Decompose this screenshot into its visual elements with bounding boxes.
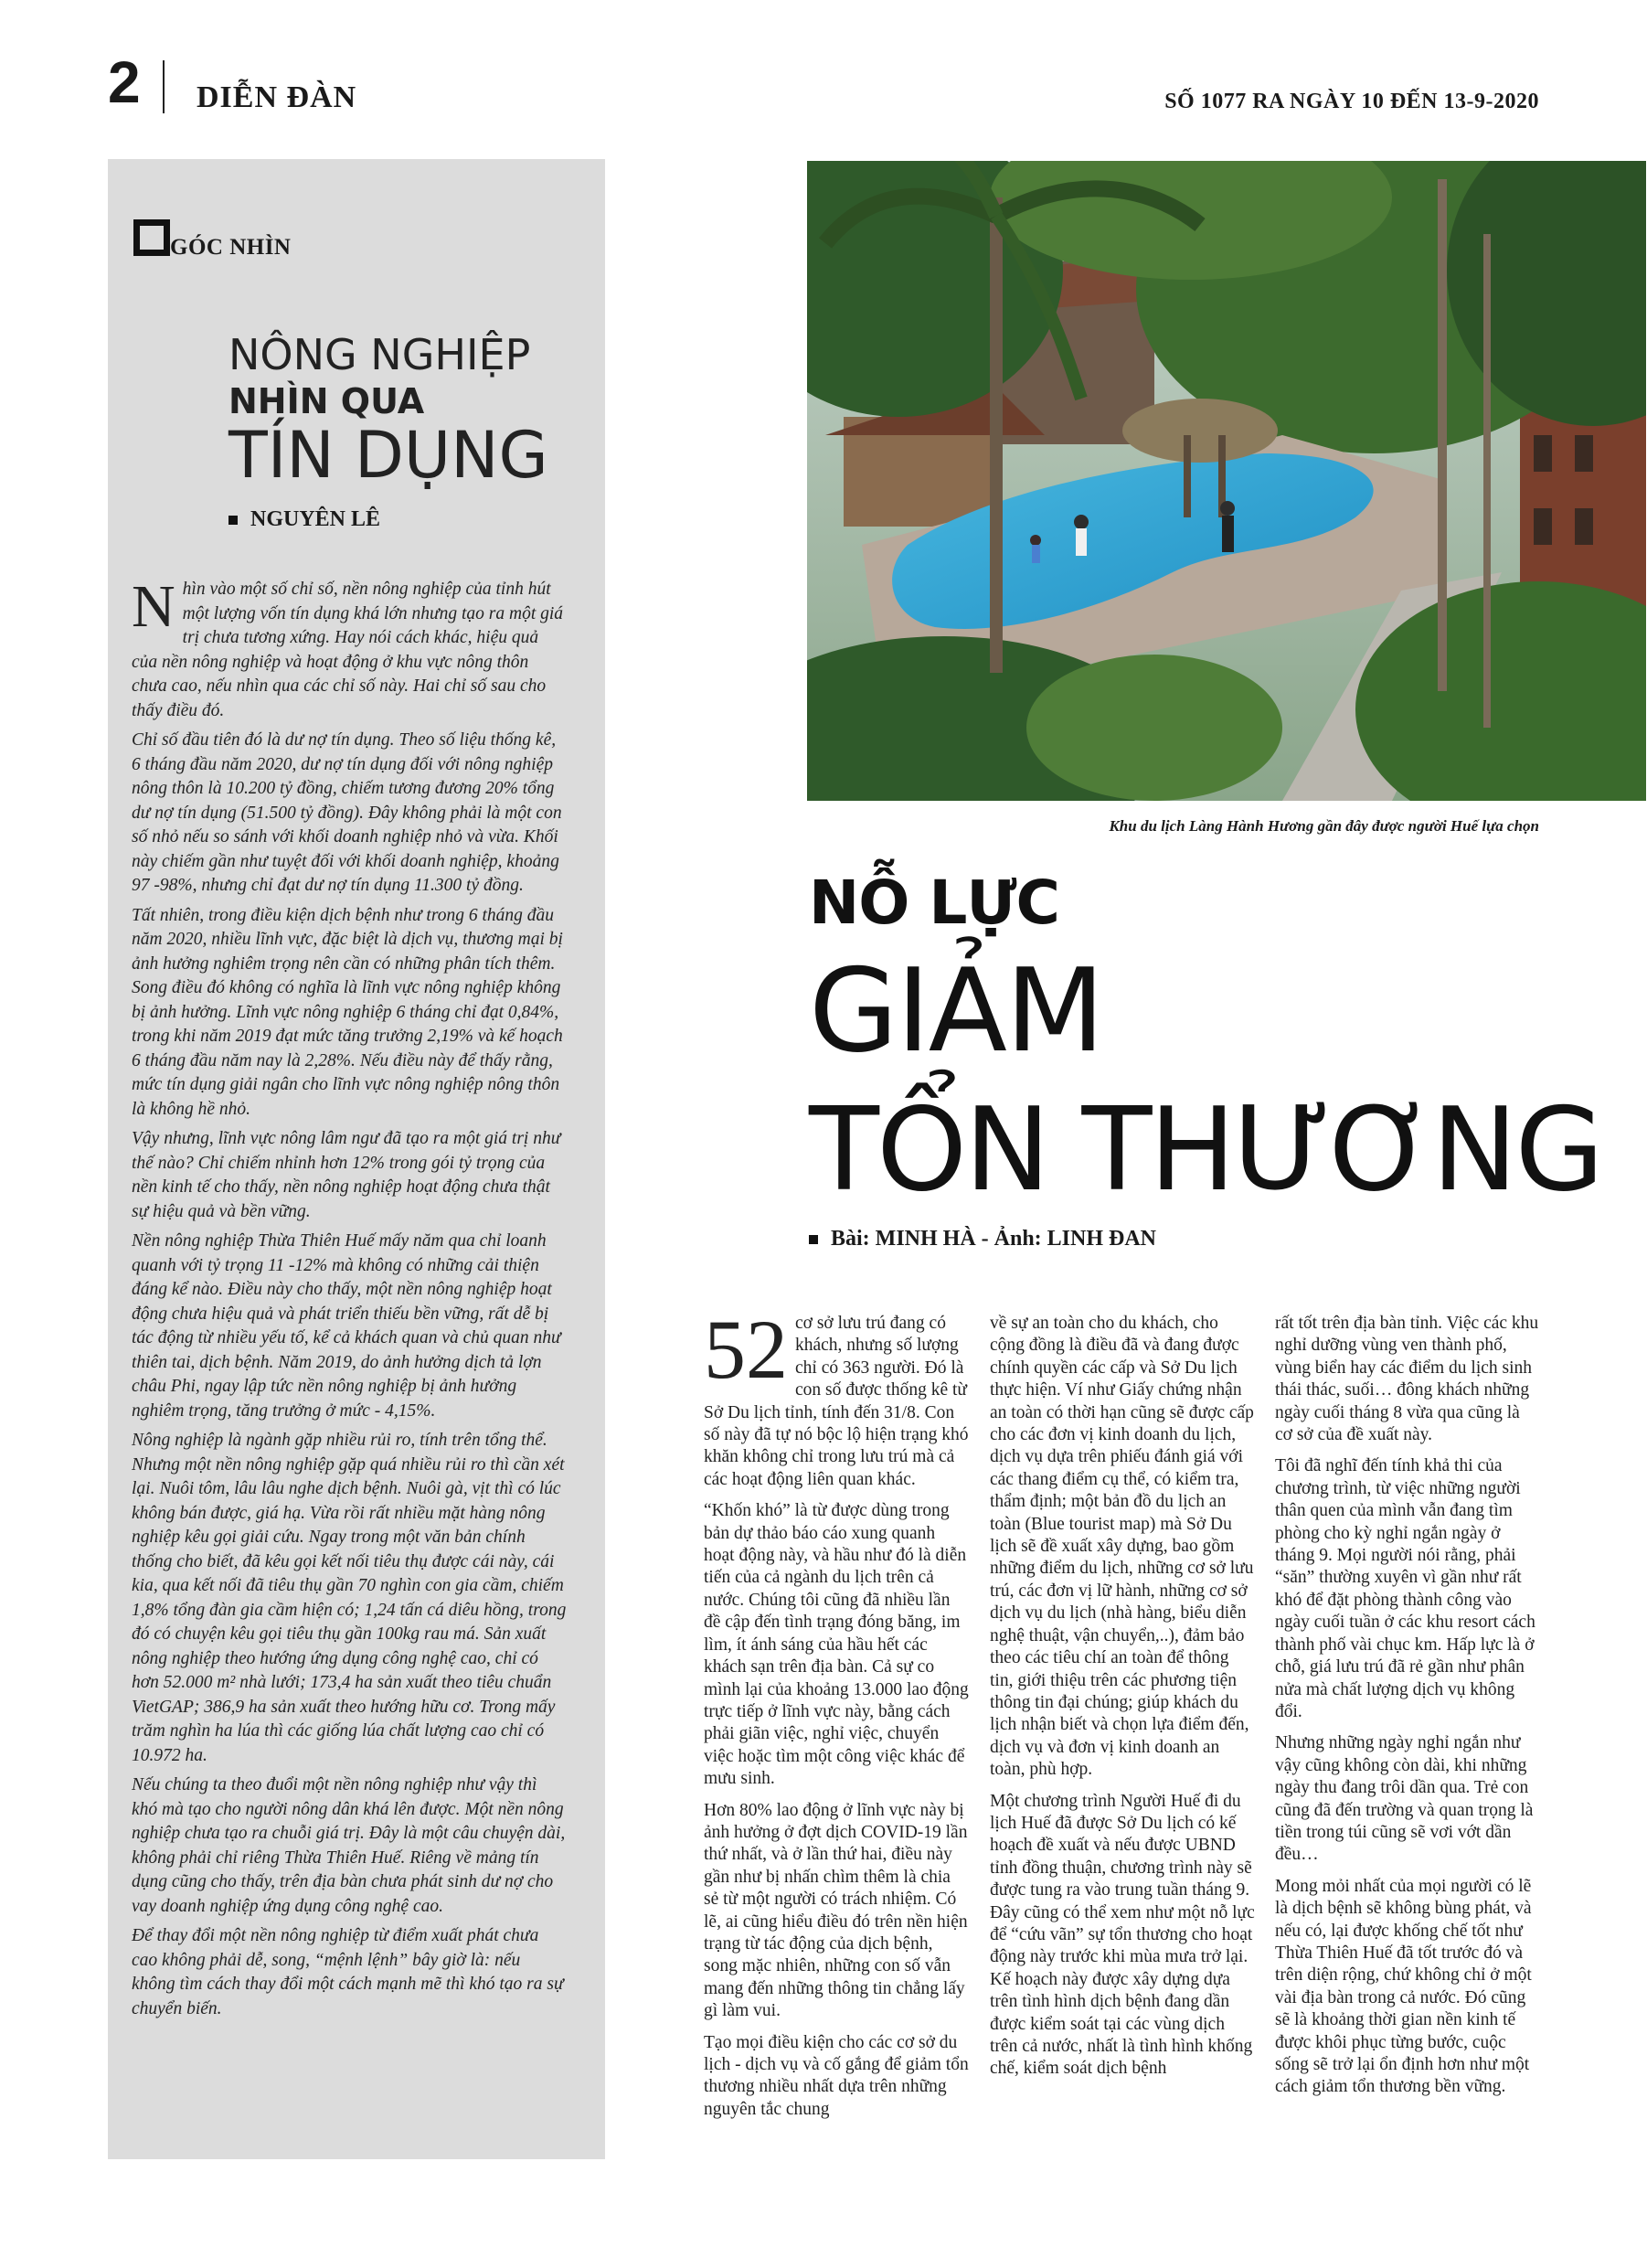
header-divider: [163, 60, 165, 113]
sidebar-paragraph: Nền nông nghiệp Thừa Thiên Huế mấy năm qua chỉ loanh quanh với tỷ trọng 11 -12% mà không có những cải thiện đáng kể nào. Điều này cho thấy, một nền nông nghiệp hoạt động chưa hiệu quả và phát triển thiếu bền vững, rất dễ bị tác động từ nhiều yếu tố, kể cả khách quan và chủ quan như thiên tai, dịch bệnh. Năm 2019, do ảnh hưởng dịch tả lợn châu Phi, ngay lập tức nền nông nghiệp bị ảnh hưởng nghiêm trọng, tăng trưởng ở mức - 4,15%.: [132, 1231, 561, 1421]
sidebar-body: [132, 573, 567, 2027]
article-column-3: [1275, 1313, 1540, 2108]
sidebar-drop-cap: N: [132, 573, 175, 640]
sidebar-author-name: NGUYÊN LÊ: [250, 507, 381, 531]
sidebar-paragraph: Tất nhiên, trong điều kiện dịch bệnh như trong 6 tháng đầu năm 2020, nhiều lĩnh vực, đặc biệt là dịch vụ, thương mại bị ảnh hưởng nghiêm trọng nên cần có những phân tích thêm. Song điều đó không có nghĩa là lĩnh vực nông nghiệp không bị ảnh hưởng. Lĩnh vực nông nghiệp 6 tháng chỉ đạt 0,84%, trong khi năm 2019 đạt mức tăng trưởng 2,19% và kế hoạch 6 tháng đầu năm nay là 2,28%. Nếu điều này để thấy rằng, mức tín dụng giải ngân cho lĩnh vực nông nghiệp nông thôn là không hề nhỏ.: [132, 905, 563, 1119]
article-paragraph: “Khốn khó” là từ được dùng trong bản dự thảo báo cáo xung quanh hoạt động này, và hầu như đó là diễn tiến của cả ngành du lịch trên cả nước. Chúng tôi cũng đã nhiều lần đề cập đến tình trạng đóng băng, im lìm, ít ánh sáng của hầu hết các khách sạn trên địa bàn. Cả sự co mình lại của khoảng 13.000 lao động trực tiếp ở lĩnh vực này, bằng cách phải giãn việc, nghỉ việc, chuyển việc hoặc tìm một công việc khác để mưu sinh.: [704, 1501, 969, 1789]
sidebar-paragraph: Chỉ số đầu tiên đó là dư nợ tín dụng. Theo số liệu thống kê, 6 tháng đầu năm 2020, dư nợ tín dụng đối với nông nghiệp nông thôn là 10.200 tỷ đồng, chiếm tương đương 20% tổng dư nợ tín dụng (51.500 tỷ đồng). Đây không phải là một con số nhỏ nếu so sánh với khối doanh nghiệp nhỏ và vừa. Khối này chiếm gần như tuyệt đối với khối doanh nghiệp, khoảng 97 -98%, nhưng chỉ đạt dư nợ tín dụng 11.300 tỷ đồng.: [132, 730, 562, 895]
sidebar-paragraph: Để thay đổi một nền nông nghiệp từ điểm xuất phát chưa cao không phải dễ, song, “mệnh lệnh” bây giờ là: nếu không tìm cách thay đổi một cách mạnh mẽ thì khó tạo ra sự chuyển biến.: [132, 1926, 564, 2018]
article-byline: [809, 1227, 1156, 1251]
article-title-line2: GIẢM: [809, 943, 1103, 1078]
article-byline-text: Bài: MINH HÀ - Ảnh: LINH ĐAN: [831, 1227, 1157, 1251]
article-title-line1: NỖ LỰC: [809, 868, 1059, 938]
article-paragraph: Tạo mọi điều kiện cho các cơ sở du lịch - dịch vụ và cố gắng để giảm tổn thương nhiều nhất dựa trên những nguyên tắc chung: [704, 2032, 969, 2119]
page-number: 2: [108, 49, 141, 115]
sidebar-title-line1: NÔNG NGHIỆP: [228, 330, 531, 379]
article-paragraph: Tôi đã nghĩ đến tính khả thi của chương trình, từ việc những người thân quen của mình vẫn đang tìm phòng cho kỳ nghỉ ngắn ngày ở tháng 9. Mọi người nói rằng, phải “săn” thường xuyên vì gần như rất khó để đặt phòng thành công vào ngày cuối tuần ở các khu resort cách thành phố vài chục km. Hấp lực là ở chỗ, giá lưu trú đã rẻ gần như phân nửa mà chất lượng dịch vụ không đổi.: [1275, 1456, 1535, 1721]
bullet-square-icon: [228, 516, 238, 525]
article-paragraph: 52 cơ sở lưu trú đang có khách, nhưng số lượng chỉ có 363 người. Đó là con số được thống kê từ Sở Du lịch tỉnh, tính đến 31/8. Con số này đã tự nó bộc lộ hiện trạng khó khăn không chỉ trong lưu trú mà cả các hoạt động liên quan khác.: [704, 1303, 969, 1489]
resort-photo: [807, 161, 1646, 801]
section-title: DIỄN ĐÀN: [197, 80, 357, 114]
sidebar-author: [228, 507, 380, 532]
article-title-line3: TỔN THƯƠNG: [809, 1082, 1602, 1217]
bullet-square-icon: [809, 1235, 818, 1244]
sidebar-title-line3: TÍN DỤNG: [228, 418, 548, 493]
sidebar-paragraph: Vậy nhưng, lĩnh vực nông lâm ngư đã tạo ra một giá trị như thế nào? Chỉ chiếm nhỉnh hơn 12% trong gói tỷ trọng của nền kinh tế cho thấy, nền nông nghiệp hoạt động chưa thật sự hiệu quả và bền vững.: [132, 1129, 561, 1221]
sidebar-paragraph: Nhìn vào một số chỉ số, nền nông nghiệp của tỉnh hút một lượng vốn tín dụng khá lớn nhưng tạo ra một giá trị chưa tương xứng. Hay nói cách khác, hiệu quả của nền nông nghiệp và hoạt động ở khu vực nông thôn chưa cao, nếu nhìn qua các chỉ số này. Hai chỉ số sau cho thấy điều đó.: [132, 573, 564, 720]
article-paragraph: rất tốt trên địa bàn tỉnh. Việc các khu nghỉ dưỡng vùng ven thành phố, vùng biển hay các điểm du lịch sinh thái thác, suối… đông khách những ngày cuối tháng 8 vừa qua cũng là cơ sở của đề xuất này.: [1275, 1314, 1539, 1445]
article-column-2: [990, 1313, 1255, 2090]
kicker-box-icon: [133, 219, 170, 256]
article-paragraph: Nhưng những ngày nghỉ ngắn như vậy cũng không còn dài, khi những ngày thu đang trôi dần qua. Trẻ con cũng đã đến trường và quan trọng là tiền trong túi cũng sẽ vơi vớt dần đều…: [1275, 1733, 1534, 1865]
article-paragraph: Một chương trình Người Huế đi du lịch Huế đã được Sở Du lịch có kế hoạch đề xuất và nếu được UBND tỉnh đồng thuận, chương trình này sẽ được tung ra vào trung tuần tháng 9. Đây cũng có thể xem như một nỗ lực để “cứu vãn” sự tổn thương cho hoạt động này trước khi mùa mưa trở lại. Kế hoạch này được xây dựng dựa trên tình hình dịch bệnh đang dần được kiểm soát tại các vùng dịch trên cả nước, nhất là tình hình khống chế, kiểm soát dịch bệnh: [990, 1791, 1255, 2079]
photo-caption: Khu du lịch Làng Hành Hương gần đây được người Huế lựa chọn: [1109, 817, 1539, 835]
article-paragraph: Mong mỏi nhất của mọi người có lẽ là dịch bệnh sẽ không bùng phát, và nếu có, lại được khống chế tốt như Thừa Thiên Huế đã tốt trước đó và trên diện rộng, chứ không chỉ ở một vài địa bàn trong cả nước. Đó cũng sẽ là khoảng thời gian nền kinh tế được khôi phục từng bước, cuộc sống sẽ trở lại ổn định hơn như một cách giảm tổn thương bền vững.: [1275, 1876, 1532, 2097]
article-paragraph: Hơn 80% lao động ở lĩnh vực này bị ảnh hưởng ở đợt dịch COVID-19 lần thứ nhất, và ở lần thứ hai, điều này gần như bị nhấn chìm thêm là chia sẻ từ một người có trách nhiệm. Có lẽ, ai cũng hiểu điều đó trên nền hiện trạng từ tác động của dịch bệnh, song mặc nhiên, những con số vẫn mang đến những thông tin chẳng lấy gì làm vui.: [704, 1800, 968, 2021]
sidebar-paragraph: Nông nghiệp là ngành gặp nhiều rủi ro, tính trên tổng thể. Nhưng một nền nông nghiệp gặp quá nhiều rủi ro thì cần xét lại. Nuôi tôm, lâu lâu nghe dịch bệnh. Nuôi gà, vịt thì có lúc không bán được, giá hạ. Vừa rồi rất nhiều mặt hàng nông nghiệp kêu gọi giải cứu. Ngay trong một văn bản chính thống cho biết, đã kêu gọi kết nối tiêu thụ được cái này, cái kia, qua kết nối đã tiêu thụ gần 70 nghìn con gia cầm, chiếm 1,8% tổng đàn gia cầm hiện có; 1,24 tấn cá diêu hồng, trong đó có chuyện kêu gọi tiêu thụ gần 100kg rau má. Sản xuất nông nghiệp theo hướng ứng dụng công nghệ cao, chỉ có hơn 52.000 m² nhà lưới; 173,4 ha sản xuất theo tiêu chuẩn VietGAP; 386,9 ha sản xuất theo hướng hữu cơ. Trong mấy trăm nghìn ha lúa thì các giống lúa chất lượng cao chỉ có 10.972 ha.: [132, 1431, 567, 1765]
sidebar-kicker: GÓC NHÌN: [170, 235, 292, 260]
article-drop-number: 52: [704, 1303, 788, 1396]
sidebar-title-line2: NHÌN QUA: [228, 381, 425, 421]
issue-info: SỐ 1077 RA NGÀY 10 ĐẾN 13-9-2020: [1164, 90, 1539, 113]
sidebar-paragraph: Nếu chúng ta theo đuổi một nền nông nghiệp như vậy thì khó mà tạo cho người nông dân khá lên được. Một nền nông nghiệp chưa tạo ra chuỗi giá trị. Đây là một câu chuyện dài, không phải chỉ riêng Thừa Thiên Huế. Riêng về mảng tín dụng cũng cho thấy, trên địa bàn chưa phát sinh dư nợ cho vay doanh nghiệp ứng dụng công nghệ cao.: [132, 1775, 566, 1916]
article-column-1: [704, 1303, 969, 2130]
article-paragraph: về sự an toàn cho du khách, cho cộng đồng là điều đã và đang được chính quyền các cấp và Sở Du lịch thực hiện. Ví như Giấy chứng nhận an toàn có thời hạn cũng sẽ được cấp cho các đơn vị kinh doanh du lịch, dịch vụ dựa trên phiếu đánh giá với các thang điểm cụ thể, có kiểm tra, thẩm định; một bản đồ du lịch an toàn (Blue tourist map) mà Sở Du lịch sẽ đề xuất xây dựng, bao gồm những điểm du lịch, những cơ sở lưu trú, các đơn vị lữ hành, những cơ sở dịch vụ du lịch (nhà hàng, biểu diễn nghệ thuật, vận chuyển,..), đảm bảo theo các tiêu chí an toàn để thông tin, giới thiệu trên các phương tiện thông tin đại chúng; giúp khách du lịch nhận biết và chọn lựa điểm đến, dịch vụ và đơn vị kinh doanh an toàn, phù hợp.: [990, 1314, 1254, 1780]
